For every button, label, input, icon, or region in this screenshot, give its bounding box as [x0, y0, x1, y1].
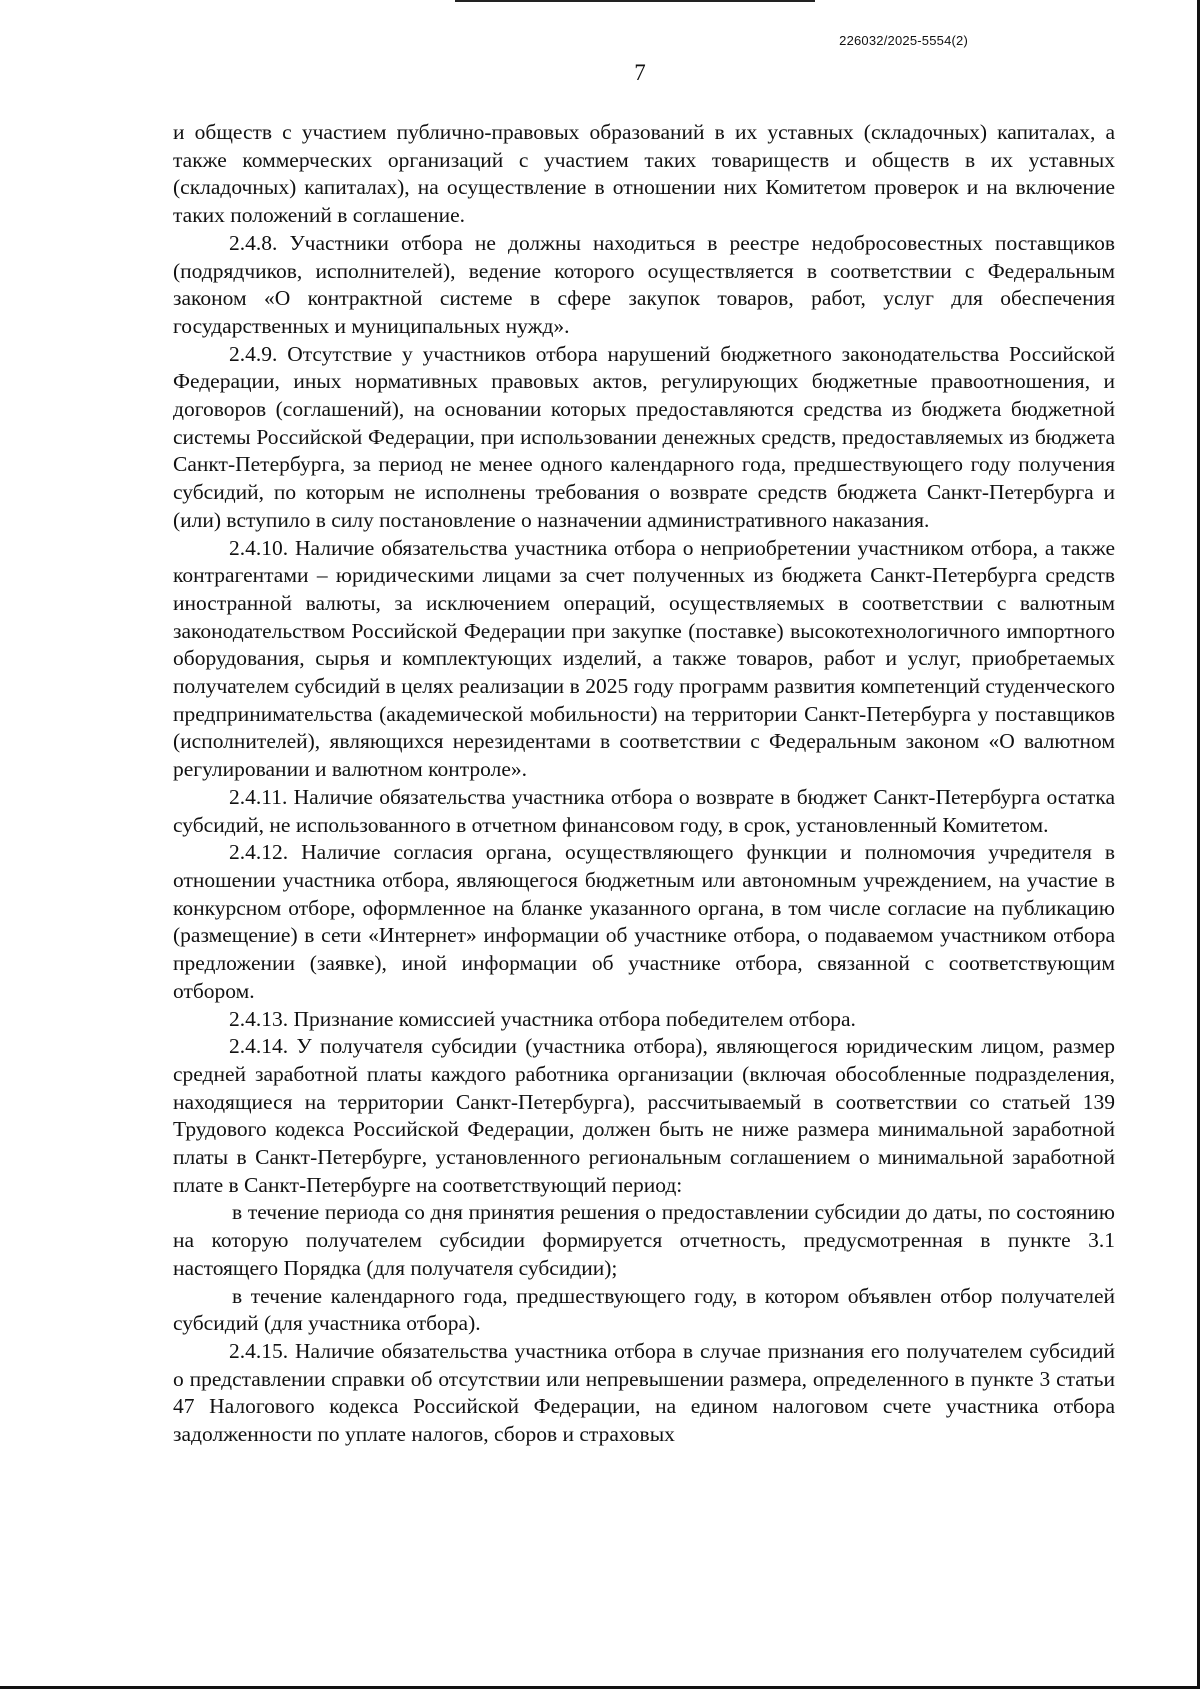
paragraph-2-4-8: 2.4.8. Участники отбора не должны находиться в реестре недобросовестных поставщиков (подрядчиков, исполнителей), ведение которого осуществляется в соответствии с Федеральным законом «О контрактной системе в сфере закупок товаров, работ, услуг для обеспечения государственных и муниципальных нужд».	[173, 230, 1115, 338]
paragraph-2-4-14-item-1: в течение периода со дня принятия решения о предоставлении субсидии до даты, по состоянию на которую получателем субсидии формируется отчетность, предусмотренная в пункте 3.1 настоящего Порядка (для получателя субсидии);	[173, 1200, 1115, 1280]
top-scan-rule	[455, 0, 815, 2]
page-number: 7	[634, 60, 646, 85]
paragraph-2-4-14: 2.4.14. У получателя субсидии (участника отбора), являющегося юридическим лицом, размер средней заработной платы каждого работника организации (включая обособленные подразделения, находящиеся на территории Санкт-Петербурга), рассчитываемый в соответствии со статьей 139 Трудового кодекса Российской Федерации, должен быть не ниже размера минимальной заработной платы в Санкт-Петербурге, установленного региональным соглашением о минимальной заработной плате в Санкт-Петербурге на соответствующий период:	[173, 1034, 1115, 1197]
paragraph-2-4-14-item-2: в течение календарного года, предшествующего году, в котором объявлен отбор получателей субсидий (для участника отбора).	[173, 1283, 1115, 1336]
paragraph-2-4-15: 2.4.15. Наличие обязательства участника отбора в случае признания его получателем субсидий о представлении справки об отсутствии или непревышении размера, определенного в пункте 3 статьи 47 Налогового кодекса Российской Федерации, на едином налоговом счете участника отбора задолженности по уплате налогов, сборов и страховых	[173, 1338, 1115, 1447]
paragraph-2-4-12: 2.4.12. Наличие согласия органа, осуществляющего функции и полномочия учредителя в отношении участника отбора, являющегося бюджетным или автономным учреждением, на участие в конкурсном отборе, оформленное на бланке указанного органа, в том числе согласие на публикацию (размещение) в сети «Интернет» информации об участнике отбора, о подаваемом участником отбора предложении (заявке), иной информации об участнике отбора, связанной с соответствующим отбором.	[173, 840, 1115, 1003]
paragraph-2-4-10: 2.4.10. Наличие обязательства участника отбора о неприобретении участником отбора, а также контрагентами – юридическими лицами за счет полученных из бюджета Санкт-Петербурга средств иностранной валюты, за исключением операций, осуществляемых в соответствии с валютным законодательством Российской Федерации при закупке (поставке) высокотехнологичного импортного оборудования, сырья и комплектующих изделий, а также товаров, работ и услуг, приобретаемых получателем субсидий в целях реализации в 2025 году программ развития компетенций студенческого предпринимательства (академической мобильности) на территории Санкт-Петербурга у поставщиков (исполнителей), являющихся нерезидентами в соответствии с Федеральным законом «О валютном регулировании и валютном контроле».	[173, 535, 1115, 782]
paragraph-continuation: и обществ с участием публично-правовых образований в их уставных (складочных) капиталах, а также коммерческих организаций с участием таких товариществ и обществ в их уставных (складочных) капиталах), на осуществление в отношении них Комитетом проверок и на включение таких положений в соглашение.	[173, 120, 1115, 228]
document-body	[173, 119, 1115, 1449]
paragraph-2-4-9: 2.4.9. Отсутствие у участников отбора нарушений бюджетного законодательства Российской Федерации, иных нормативных правовых актов, регулирующих бюджетные правоотношения, и договоров (соглашений), на основании которых предоставляются средства из бюджета бюджетной системы Российской Федерации, при использовании денежных средств, предоставляемых из бюджета Санкт-Петербурга, за период не менее одного календарного года, предшествующего году получения субсидий, по которым не исполнены требования о возврате средств бюджета Санкт-Петербурга и (или) вступило в силу постановление о назначении административного наказания.	[173, 341, 1115, 532]
document-number: 226032/2025-5554(2)	[839, 33, 968, 48]
paragraph-2-4-11: 2.4.11. Наличие обязательства участника отбора о возврате в бюджет Санкт-Петербурга остатка субсидий, не использованного в отчетном финансовом году, в срок, установленный Комитетом.	[173, 784, 1115, 837]
paragraph-2-4-13: 2.4.13. Признание комиссией участника отбора победителем отбора.	[229, 1006, 856, 1031]
